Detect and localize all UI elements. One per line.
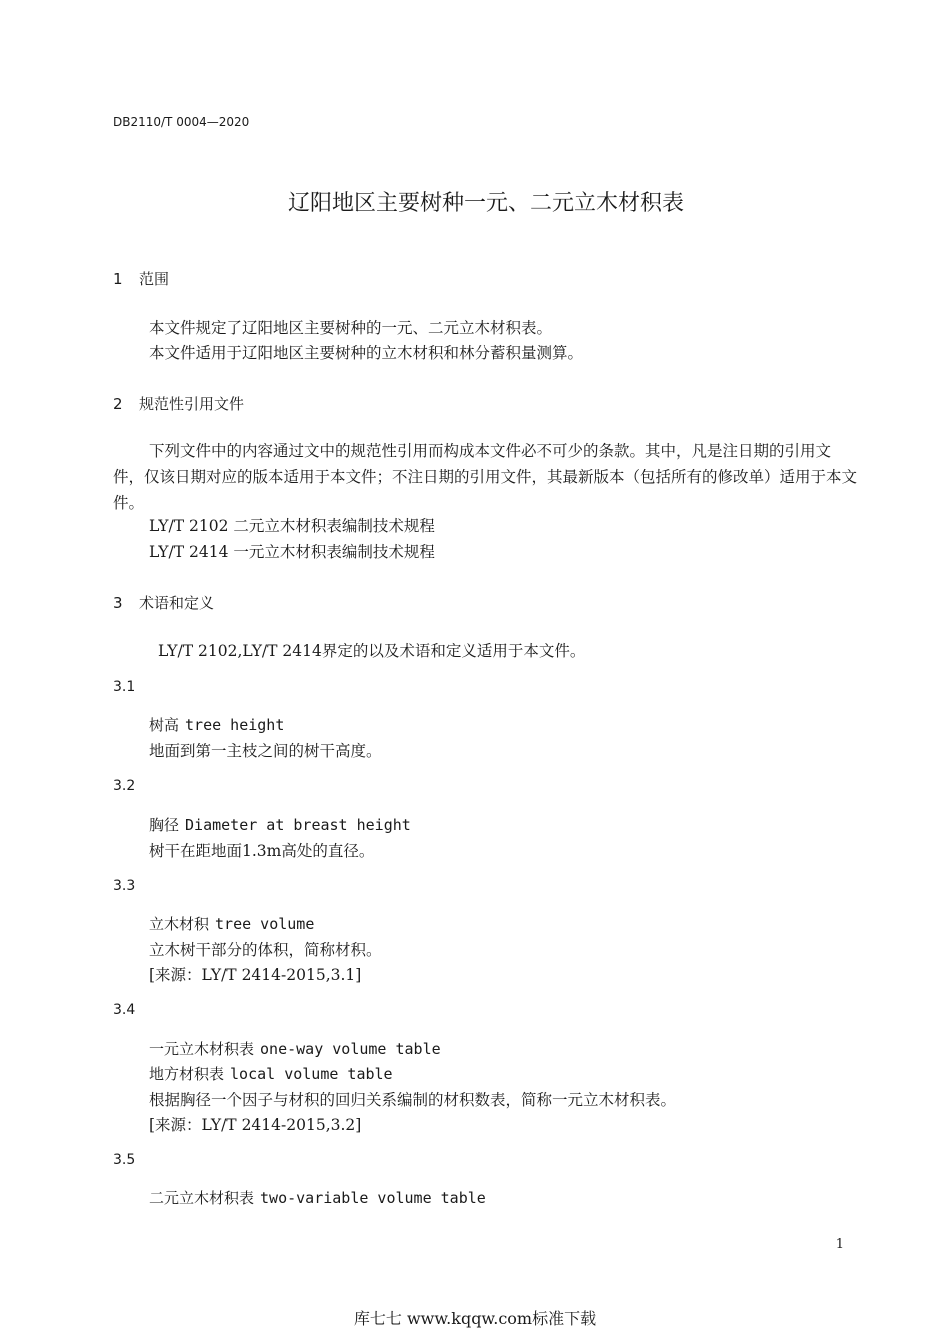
term-definition: 立木树干部分的体积，简称材积。 [149, 941, 382, 959]
term-english: two-variable volume table [260, 1189, 486, 1207]
reference-item: LY/T 2414 一元立木材积表编制技术规程 [149, 543, 435, 561]
reference-item: LY/T 2102 二元立木材积表编制技术规程 [149, 517, 435, 535]
term-english: one-way volume table [260, 1040, 441, 1058]
term-heading [149, 1187, 486, 1208]
paragraph: 本文件适用于辽阳地区主要树种的立木材积和林分蓄积量测算。 [149, 344, 584, 362]
term-number: 3.3 [113, 878, 136, 894]
section-number: 2 [113, 395, 123, 413]
section-2-heading [113, 393, 244, 414]
term-heading [149, 814, 411, 835]
term-number: 3.4 [113, 1002, 136, 1018]
term-chinese: 胸径 [149, 816, 180, 834]
terms-intro: LY/T 2102,LY/T 2414界定的以及术语和定义适用于本文件。 [158, 642, 586, 660]
term-english: tree height [185, 716, 285, 734]
term-definition: 根据胸径一个因子与材积的回归关系编制的材积数表，简称一元立木材积表。 [149, 1091, 677, 1109]
term-number: 3.2 [113, 778, 136, 794]
paragraph: 本文件规定了辽阳地区主要树种的一元、二元立木材积表。 [149, 319, 553, 337]
section-title: 规范性引用文件 [139, 395, 245, 413]
term-number: 3.5 [113, 1152, 136, 1168]
section-1-heading [113, 268, 169, 289]
term-chinese: 一元立木材积表 [149, 1040, 255, 1058]
term-chinese: 立木材积 [149, 915, 210, 933]
section-number: 3 [113, 594, 123, 612]
section-number: 1 [113, 270, 123, 288]
term-chinese: 树高 [149, 716, 180, 734]
term-source: [来源：LY/T 2414-2015,3.1] [149, 966, 362, 984]
page-title: 辽阳地区主要树种一元、二元立木材积表 [287, 191, 684, 216]
term-alternative [149, 1063, 393, 1084]
term-definition: 地面到第一主枝之间的树干高度。 [149, 742, 382, 760]
term-heading [149, 913, 314, 934]
term-source: [来源：LY/T 2414-2015,3.2] [149, 1116, 362, 1134]
term-english: Diameter at breast height [185, 816, 411, 834]
section-3-heading [113, 592, 214, 613]
term-alt-chinese: 地方材积表 [149, 1065, 225, 1083]
term-alt-english: local volume table [230, 1065, 393, 1083]
term-number: 3.1 [113, 679, 136, 695]
section-title: 术语和定义 [139, 594, 215, 612]
document-code: DB2110/T 0004—2020 [113, 115, 250, 129]
term-heading [149, 714, 284, 735]
footer-watermark[interactable]: 库七七 www.kqqw.com标准下载 [353, 1309, 597, 1328]
normative-references-paragraph: 下列文件中的内容通过文中的规范性引用而构成本文件必不可少的条款。其中，凡是注日期的引用文件，仅该日期对应的版本适用于本文件；不注日期的引用文件，其最新版本（包括所有的修改单）适用于本文件。 [113, 442, 858, 512]
term-chinese: 二元立木材积表 [149, 1189, 255, 1207]
term-definition: 树干在距地面1.3m高处的直径。 [149, 842, 375, 860]
term-heading [149, 1038, 441, 1059]
section-title: 范围 [139, 270, 170, 288]
term-english: tree volume [215, 915, 315, 933]
page-number: 1 [835, 1237, 844, 1252]
